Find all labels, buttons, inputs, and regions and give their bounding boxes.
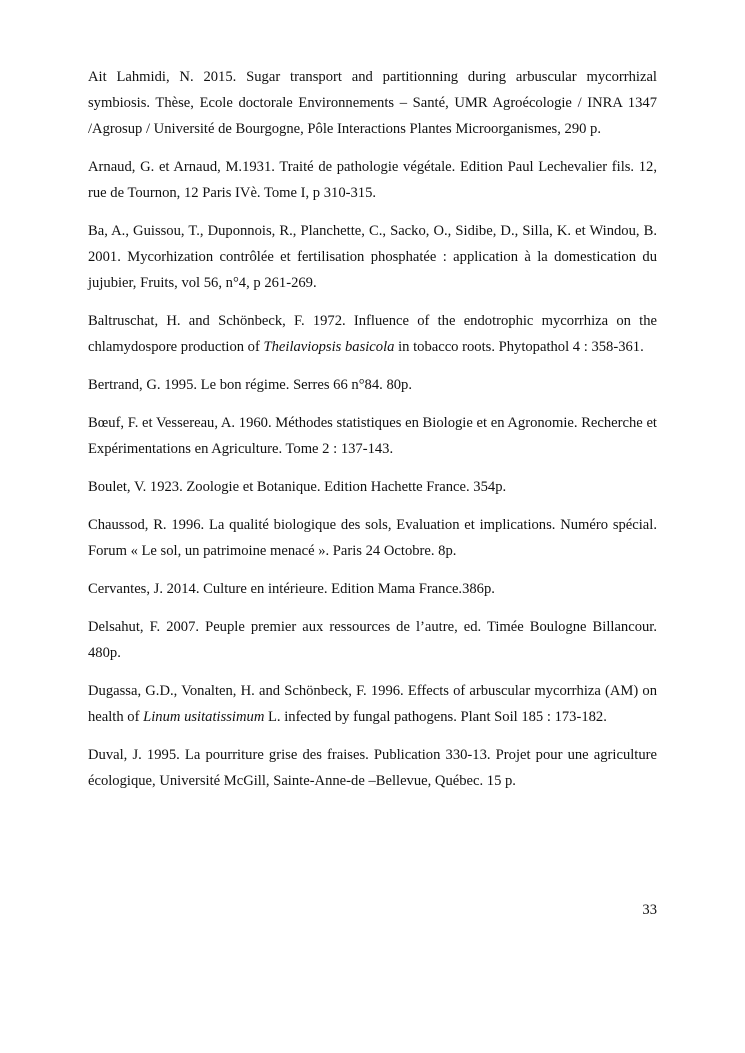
reference-italic-text: Theilaviopsis basicola xyxy=(263,339,395,355)
reference-text: in tobacco roots. Phytopathol 4 : 358-361. xyxy=(394,339,644,355)
reference-entry xyxy=(88,742,657,794)
reference-entry xyxy=(88,154,657,206)
reference-entry xyxy=(88,372,657,398)
reference-text: Duval, J. 1995. La pourriture grise des fraises. Publication 330-13. Projet pour une agriculture écologique, Université McGill, Sainte-Anne-de –Bellevue, Québec. 15 p. xyxy=(88,747,657,789)
reference-entry xyxy=(88,410,657,462)
reference-entry xyxy=(88,576,657,602)
reference-entry xyxy=(88,474,657,500)
reference-text: Bœuf, F. et Vessereau, A. 1960. Méthodes statistiques en Biologie et en Agronomie. Recherche et Expérimentations en Agriculture. Tome 2 : 137-143. xyxy=(88,415,657,457)
reference-text: Chaussod, R. 1996. La qualité biologique des sols, Evaluation et implications. Numéro spécial. Forum « Le sol, un patrimoine menacé ». Paris 24 Octobre. 8p. xyxy=(88,517,657,559)
reference-text: Arnaud, G. et Arnaud, M.1931. Traité de pathologie végétale. Edition Paul Lechevalier fils. 12, rue de Tournon, 12 Paris IVè. Tome I, p 310-315. xyxy=(88,159,657,201)
reference-text: Baltruschat, H. and Schönbeck, F. 1972. Influence of the endotrophic mycorrhiza on the chlamydospore production of xyxy=(88,313,657,355)
reference-entry xyxy=(88,308,657,360)
reference-text: Cervantes, J. 2014. Culture en intérieure. Edition Mama France.386p. xyxy=(88,581,495,597)
reference-italic-text: Linum usitatissimum xyxy=(143,709,265,725)
reference-text: Boulet, V. 1923. Zoologie et Botanique. Edition Hachette France. 354p. xyxy=(88,479,507,495)
reference-text: Ba, A., Guissou, T., Duponnois, R., Planchette, C., Sacko, O., Sidibe, D., Silla, K. et Windou, B. 2001. Mycorhization contrôlée et fertilisation phosphatée : application à la domestication du jujubier, Fruits, vol 56, n°4, p 261-269. xyxy=(88,223,657,291)
page-number: 33 xyxy=(642,902,657,918)
reference-entry xyxy=(88,512,657,564)
reference-text: Bertrand, G. 1995. Le bon régime. Serres 66 n°84. 80p. xyxy=(88,377,412,393)
reference-entry xyxy=(88,218,657,296)
reference-list xyxy=(88,64,657,806)
reference-entry xyxy=(88,64,657,142)
reference-text: Delsahut, F. 2007. Peuple premier aux ressources de l’autre, ed. Timée Boulogne Billancour. 480p. xyxy=(88,619,657,661)
reference-entry xyxy=(88,614,657,666)
reference-text: L. infected by fungal pathogens. Plant Soil 185 : 173-182. xyxy=(264,709,607,725)
reference-text: Dugassa, G.D., Vonalten, H. and Schönbeck, F. 1996. Effects of arbuscular mycorrhiza (AM) on health of xyxy=(88,683,657,725)
reference-text: Ait Lahmidi, N. 2015. Sugar transport and partitionning during arbuscular mycorrhizal symbiosis. Thèse, Ecole doctorale Environnements – Santé, UMR Agroécologie / INRA 1347 /Agrosup / Université de Bourgogne, Pôle Interactions Plantes Microorganismes, 290 p. xyxy=(88,69,657,137)
reference-entry xyxy=(88,678,657,730)
